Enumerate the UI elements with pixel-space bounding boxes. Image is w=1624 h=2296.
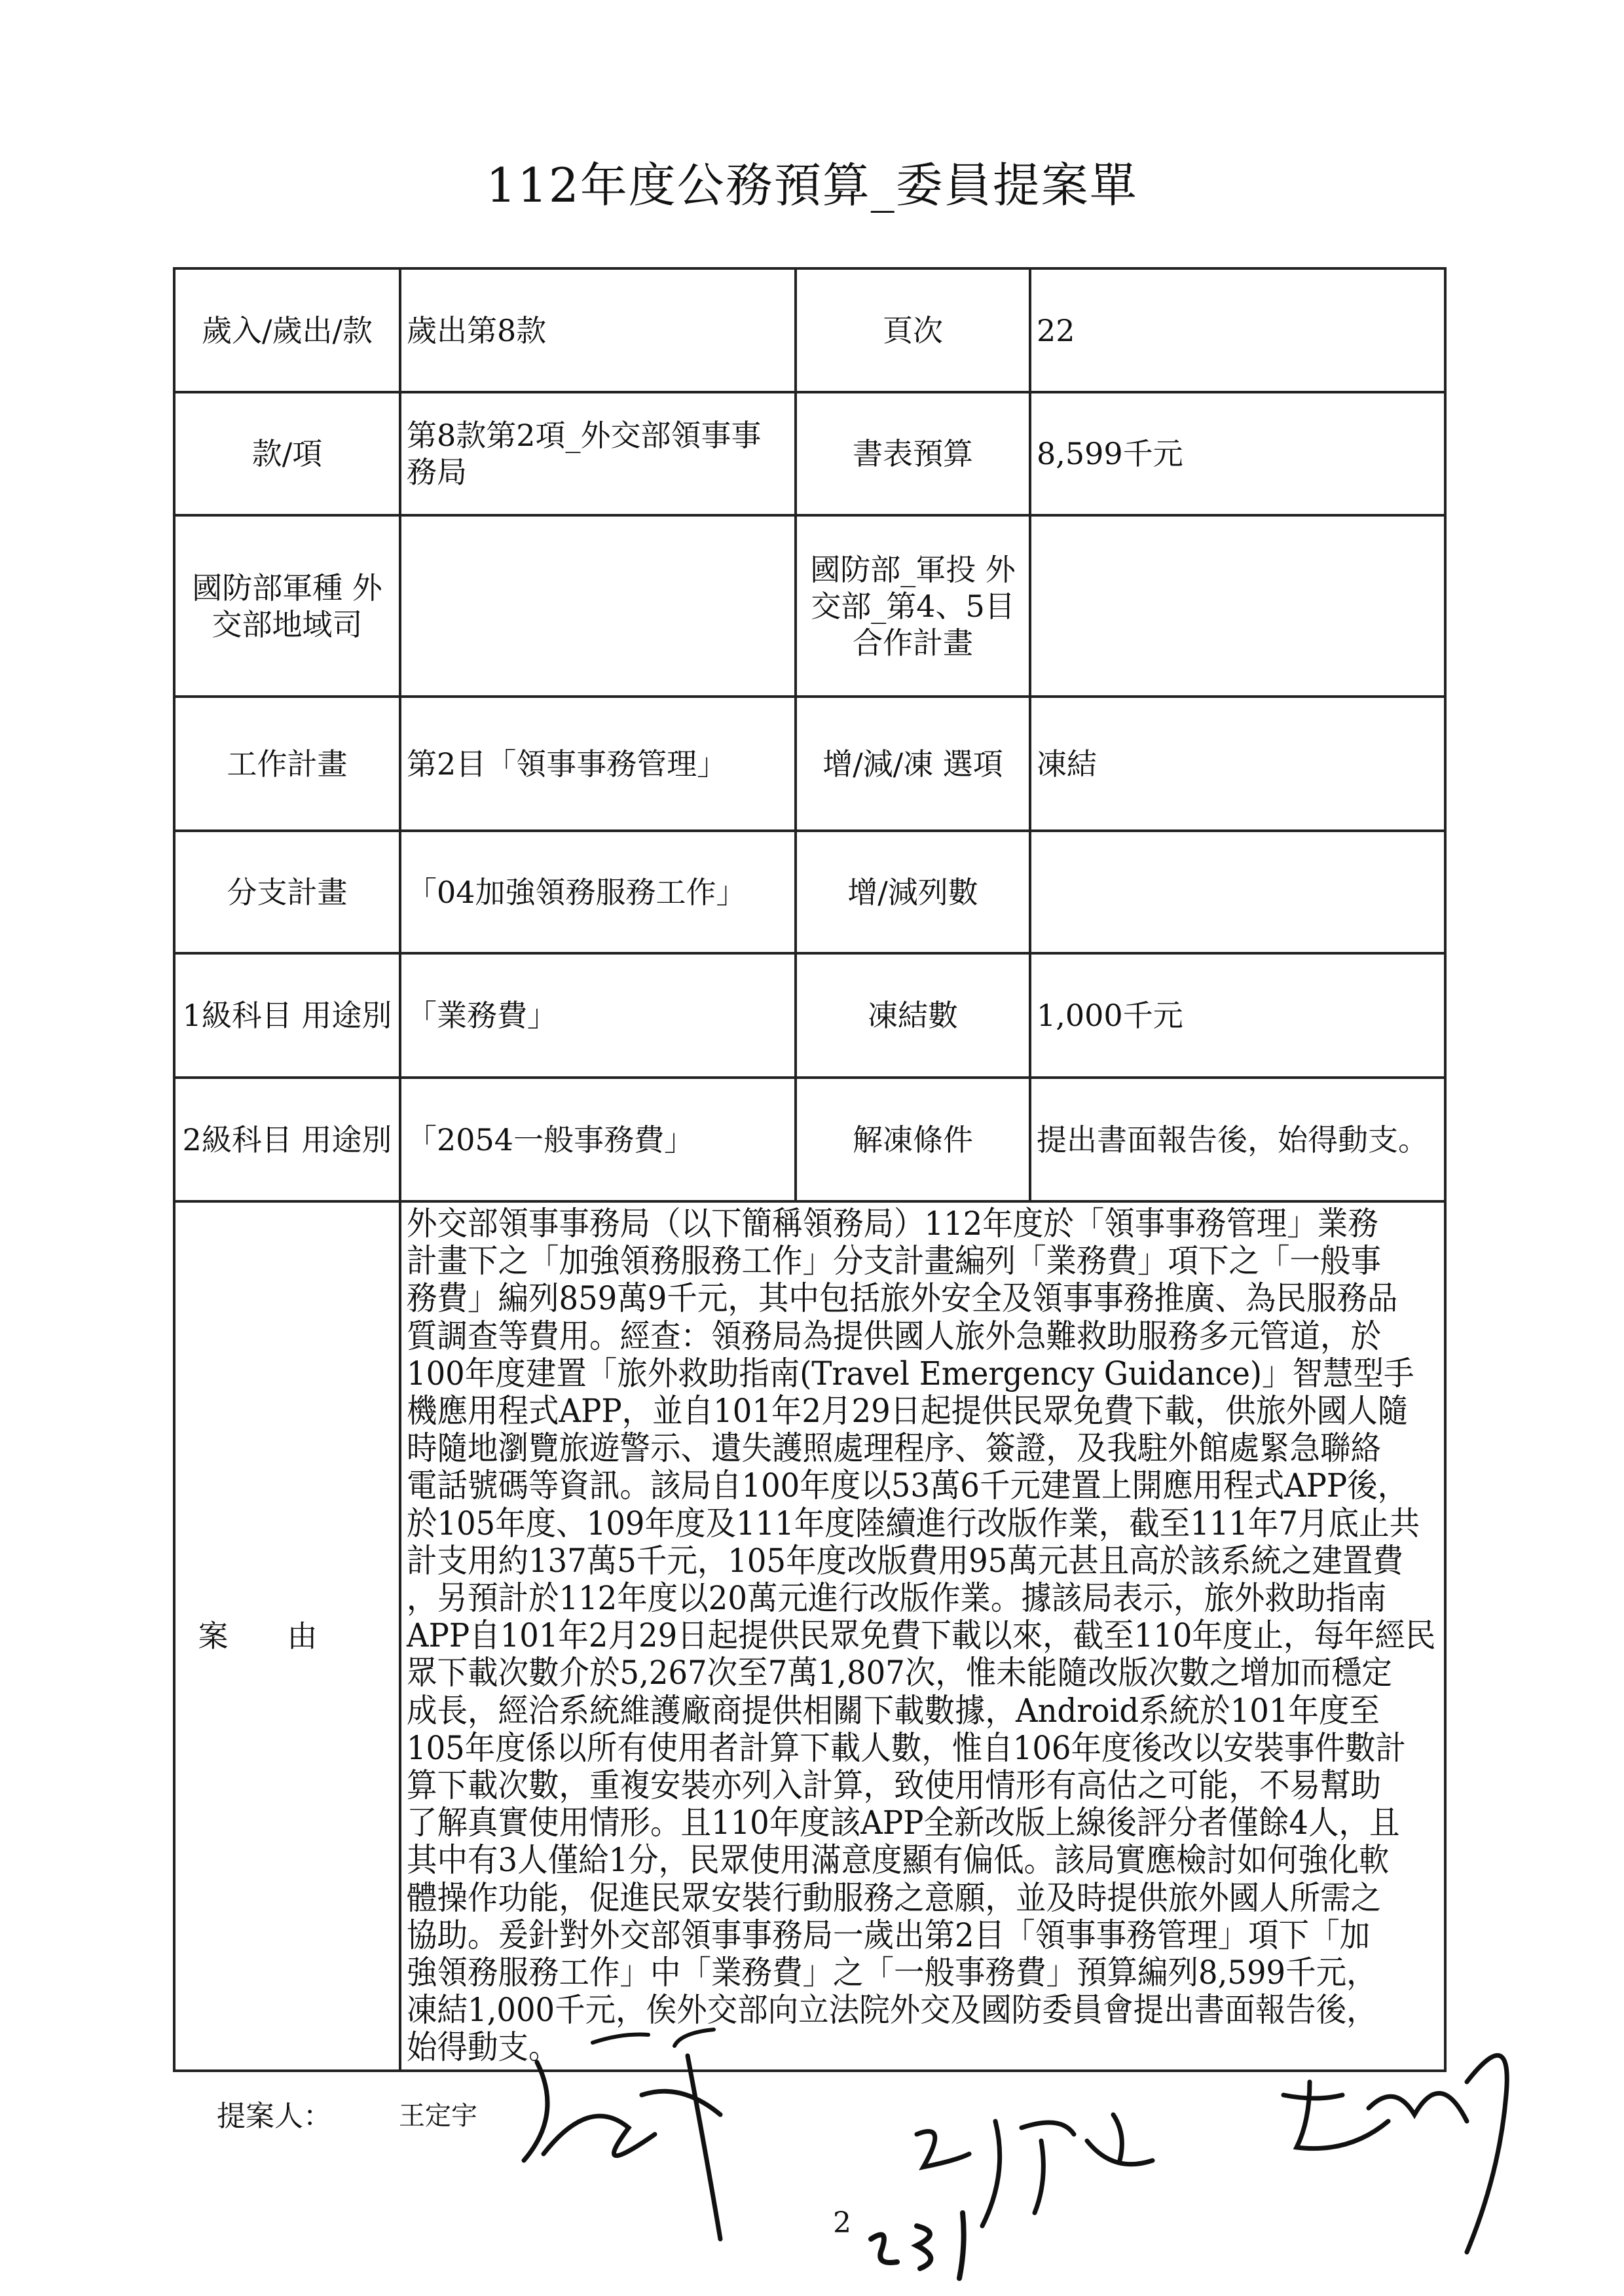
field-value: 1,000千元 bbox=[1030, 953, 1445, 1078]
field-label: 解凍條件 bbox=[796, 1078, 1030, 1201]
field-label: 頁次 bbox=[796, 268, 1030, 392]
dash-mark bbox=[593, 2030, 714, 2046]
field-value: 凍結 bbox=[1030, 697, 1445, 831]
reason-line: 於105年度、109年度及111年度陸續進行改版作業，截至111年7月底止共 bbox=[407, 1504, 1420, 1542]
field-value: 「業務費」 bbox=[400, 953, 796, 1078]
reason-line: 外交部領事事務局（以下簡稱領務局）112年度於「領事事務管理」業務 bbox=[407, 1205, 1378, 1243]
field-label: 凍結數 bbox=[796, 953, 1030, 1078]
field-label: 分支計畫 bbox=[174, 831, 400, 953]
reason-line: 算下載次數，重複安裝亦列入計算，致使用情形有高估之可能，不易幫助 bbox=[407, 1766, 1381, 1805]
reason-line: 體操作功能，促進民眾安裝行動服務之意願，並及時提供旅外國人所需之 bbox=[407, 1878, 1381, 1917]
field-label: 1級科目 用途別 bbox=[174, 953, 400, 1078]
reason-line: 強領務服務工作」中「業務費」之「一般事務費」預算編列8,599千元， bbox=[407, 1954, 1377, 1992]
field-label: 增/減/凍 選項 bbox=[796, 697, 1030, 831]
field-value: 第2目「領事事務管理」 bbox=[400, 697, 796, 831]
reason-line: 務費」編列859萬9千元，其中包括旅外安全及領事事務推廣、為民服務品 bbox=[407, 1279, 1398, 1318]
field-value: 22 bbox=[1030, 268, 1445, 392]
field-label: 歲入/歲出/款 bbox=[174, 268, 400, 392]
signature-2 bbox=[917, 2115, 1153, 2226]
reason-line: APP自101年2月29日起提供民眾免費下載以來，截至110年度止，每年經民 bbox=[407, 1616, 1436, 1655]
field-label: 款/項 bbox=[174, 392, 400, 515]
field-label: 2級科目 用途別 bbox=[174, 1078, 400, 1201]
handwritten-281 bbox=[871, 2213, 964, 2278]
field-label: 增/減列數 bbox=[796, 831, 1030, 953]
field-label: 工作計畫 bbox=[174, 697, 400, 831]
field-value: 「04加強領務服務工作」 bbox=[400, 831, 796, 953]
field-label: 國防部軍種 外交部地域司 bbox=[174, 515, 400, 697]
field-value: 「2054一般事務費」 bbox=[400, 1078, 796, 1201]
reason-label: 案由 bbox=[198, 1618, 377, 1654]
reason-line: 時隨地瀏覽旅遊警示、遺失護照處理程序、簽證，及我駐外館處緊急聯絡 bbox=[407, 1429, 1381, 1468]
page-number: 2 bbox=[833, 2206, 851, 2240]
reason-line: 105年度係以所有使用者計算下載人數，惟自106年度後改以安裝事件數計 bbox=[407, 1728, 1407, 1767]
reason-line: ，另預計於112年度以20萬元進行改版作業。據該局表示，旅外救助指南 bbox=[407, 1579, 1387, 1618]
proposer-label: 提案人： bbox=[217, 2100, 332, 2133]
field-label: 書表預算 bbox=[796, 392, 1030, 515]
reason-line: 計畫下之「加強領務服務工作」分支計畫編列「業務費」項下之「一般事 bbox=[407, 1242, 1381, 1281]
field-value: 第8款第2項_外交部領事事務局 bbox=[400, 392, 796, 515]
reason-line: 其中有3人僅給1分，民眾使用滿意度顯有偏低。該局實應檢討如何強化軟 bbox=[407, 1841, 1390, 1880]
signature-1 bbox=[524, 2056, 720, 2239]
reason-line: 了解真實使用情形。且110年度該APP全新改版上線後評分者僅餘4人，且 bbox=[407, 1804, 1400, 1842]
proposer-name: 王定宇 bbox=[399, 2101, 477, 2131]
field-label: 國防部_軍投 外交部_第4、5目合作計畫 bbox=[796, 515, 1030, 697]
field-value: 8,599千元 bbox=[1030, 392, 1445, 515]
signature-3 bbox=[1283, 2056, 1507, 2253]
reason-line: 協助。爰針對外交部領事事務局一歲出第2目「領事事務管理」項下「加 bbox=[407, 1916, 1371, 1954]
field-value: 歲出第8款 bbox=[400, 268, 796, 392]
field-value: 提出書面報告後，始得動支。 bbox=[1030, 1078, 1445, 1201]
reason-line: 凍結1,000千元，俟外交部向立法院外交及國防委員會提出書面報告後， bbox=[407, 1991, 1377, 2030]
reason-line: 始得動支。 bbox=[407, 2028, 559, 2067]
reason-line: 機應用程式APP，並自101年2月29日起提供民眾免費下載，供旅外國人隨 bbox=[407, 1392, 1409, 1430]
reason-line: 電話號碼等資訊。該局自100年度以53萬6千元建置上開應用程式APP後， bbox=[407, 1467, 1409, 1505]
document-title: 112年度公務預算_委員提案單 bbox=[486, 158, 1138, 213]
reason-line: 眾下載次數介於5,267次至7萬1,807次，惟未能隨改版次數之增加而穩定 bbox=[407, 1654, 1392, 1692]
reason-line: 成長，經洽系統維護廠商提供相關下載數據，Android系統於101年度至 bbox=[407, 1691, 1380, 1730]
reason-line: 計支用約137萬5千元，105年度改版費用95萬元甚且高於該系統之建置費 bbox=[407, 1541, 1403, 1580]
reason-line: 質調查等費用。經查：領務局為提供國人旅外急難救助服務多元管道，於 bbox=[407, 1317, 1381, 1355]
reason-line: 100年度建置「旅外救助指南(Travel Emergency Guidance)」智慧型手 bbox=[407, 1354, 1414, 1393]
